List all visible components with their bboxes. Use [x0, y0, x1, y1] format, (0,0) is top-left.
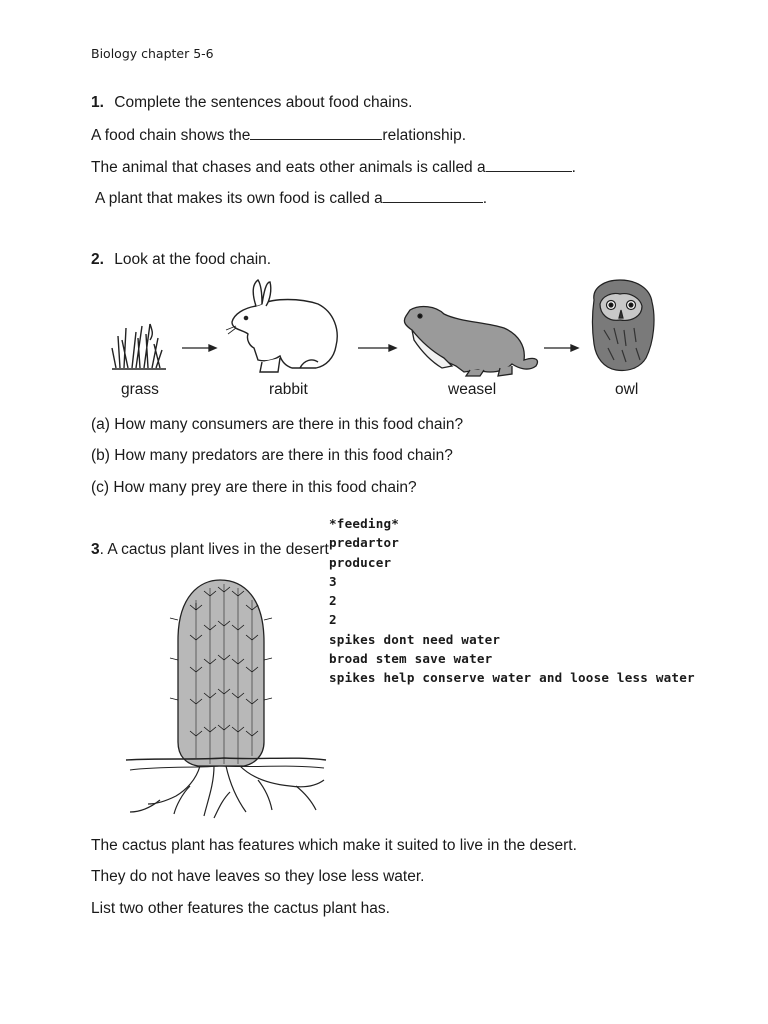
- q1-s2-after: .: [571, 159, 576, 176]
- q1-s1-before: A food chain shows the: [91, 127, 251, 144]
- caption-rabbit: rabbit: [269, 381, 308, 398]
- q1-s1-after: relationship.: [382, 127, 466, 144]
- q3-prompt: . A cactus plant lives in the desert: [99, 541, 329, 558]
- q3-paragraph-1: The cactus plant has features which make it suited to live in the desert.: [91, 837, 577, 854]
- answer-line: 2: [329, 612, 337, 628]
- caption-weasel: weasel: [448, 381, 497, 398]
- q3-number: 3: [91, 541, 100, 558]
- q2-number: 2.: [91, 251, 104, 268]
- q2-prompt: Look at the food chain.: [114, 251, 272, 268]
- answer-line: broad stem save water: [329, 651, 493, 667]
- answer-line: 2: [329, 593, 337, 609]
- answer-line: producer: [329, 554, 392, 570]
- q1-s3-after: .: [482, 190, 488, 207]
- answer-line: spikes dont need water: [329, 631, 501, 647]
- q1-number: 1.: [91, 94, 104, 111]
- answers-block: [329, 514, 695, 688]
- q1-s2-before: The animal that chases and eats other animals is called a: [91, 159, 486, 176]
- caption-grass: grass: [121, 381, 159, 398]
- q2-question-c: (c) How many prey are there in this food chain?: [91, 479, 417, 496]
- q3-paragraph-3: List two other features the cactus plant has.: [91, 900, 390, 917]
- q2-question-a: (a) How many consumers are there in this food chain?: [91, 416, 464, 433]
- q1-prompt: Complete the sentences about food chains.: [114, 94, 413, 111]
- q1-s3-before: A plant that makes its own food is called a: [95, 190, 383, 207]
- q3-paragraph-2: They do not have leaves so they lose less water.: [91, 868, 425, 885]
- answer-line: 3: [329, 573, 337, 589]
- answer-line: predartor: [329, 535, 400, 551]
- document-header: Biology chapter 5-6: [91, 46, 214, 61]
- answer-line: *feeding*: [329, 516, 400, 531]
- caption-owl: owl: [615, 381, 639, 398]
- answer-line: spikes help conserve water and loose less water: [329, 670, 695, 686]
- q2-question-b: (b) How many predators are there in this food chain?: [91, 447, 453, 464]
